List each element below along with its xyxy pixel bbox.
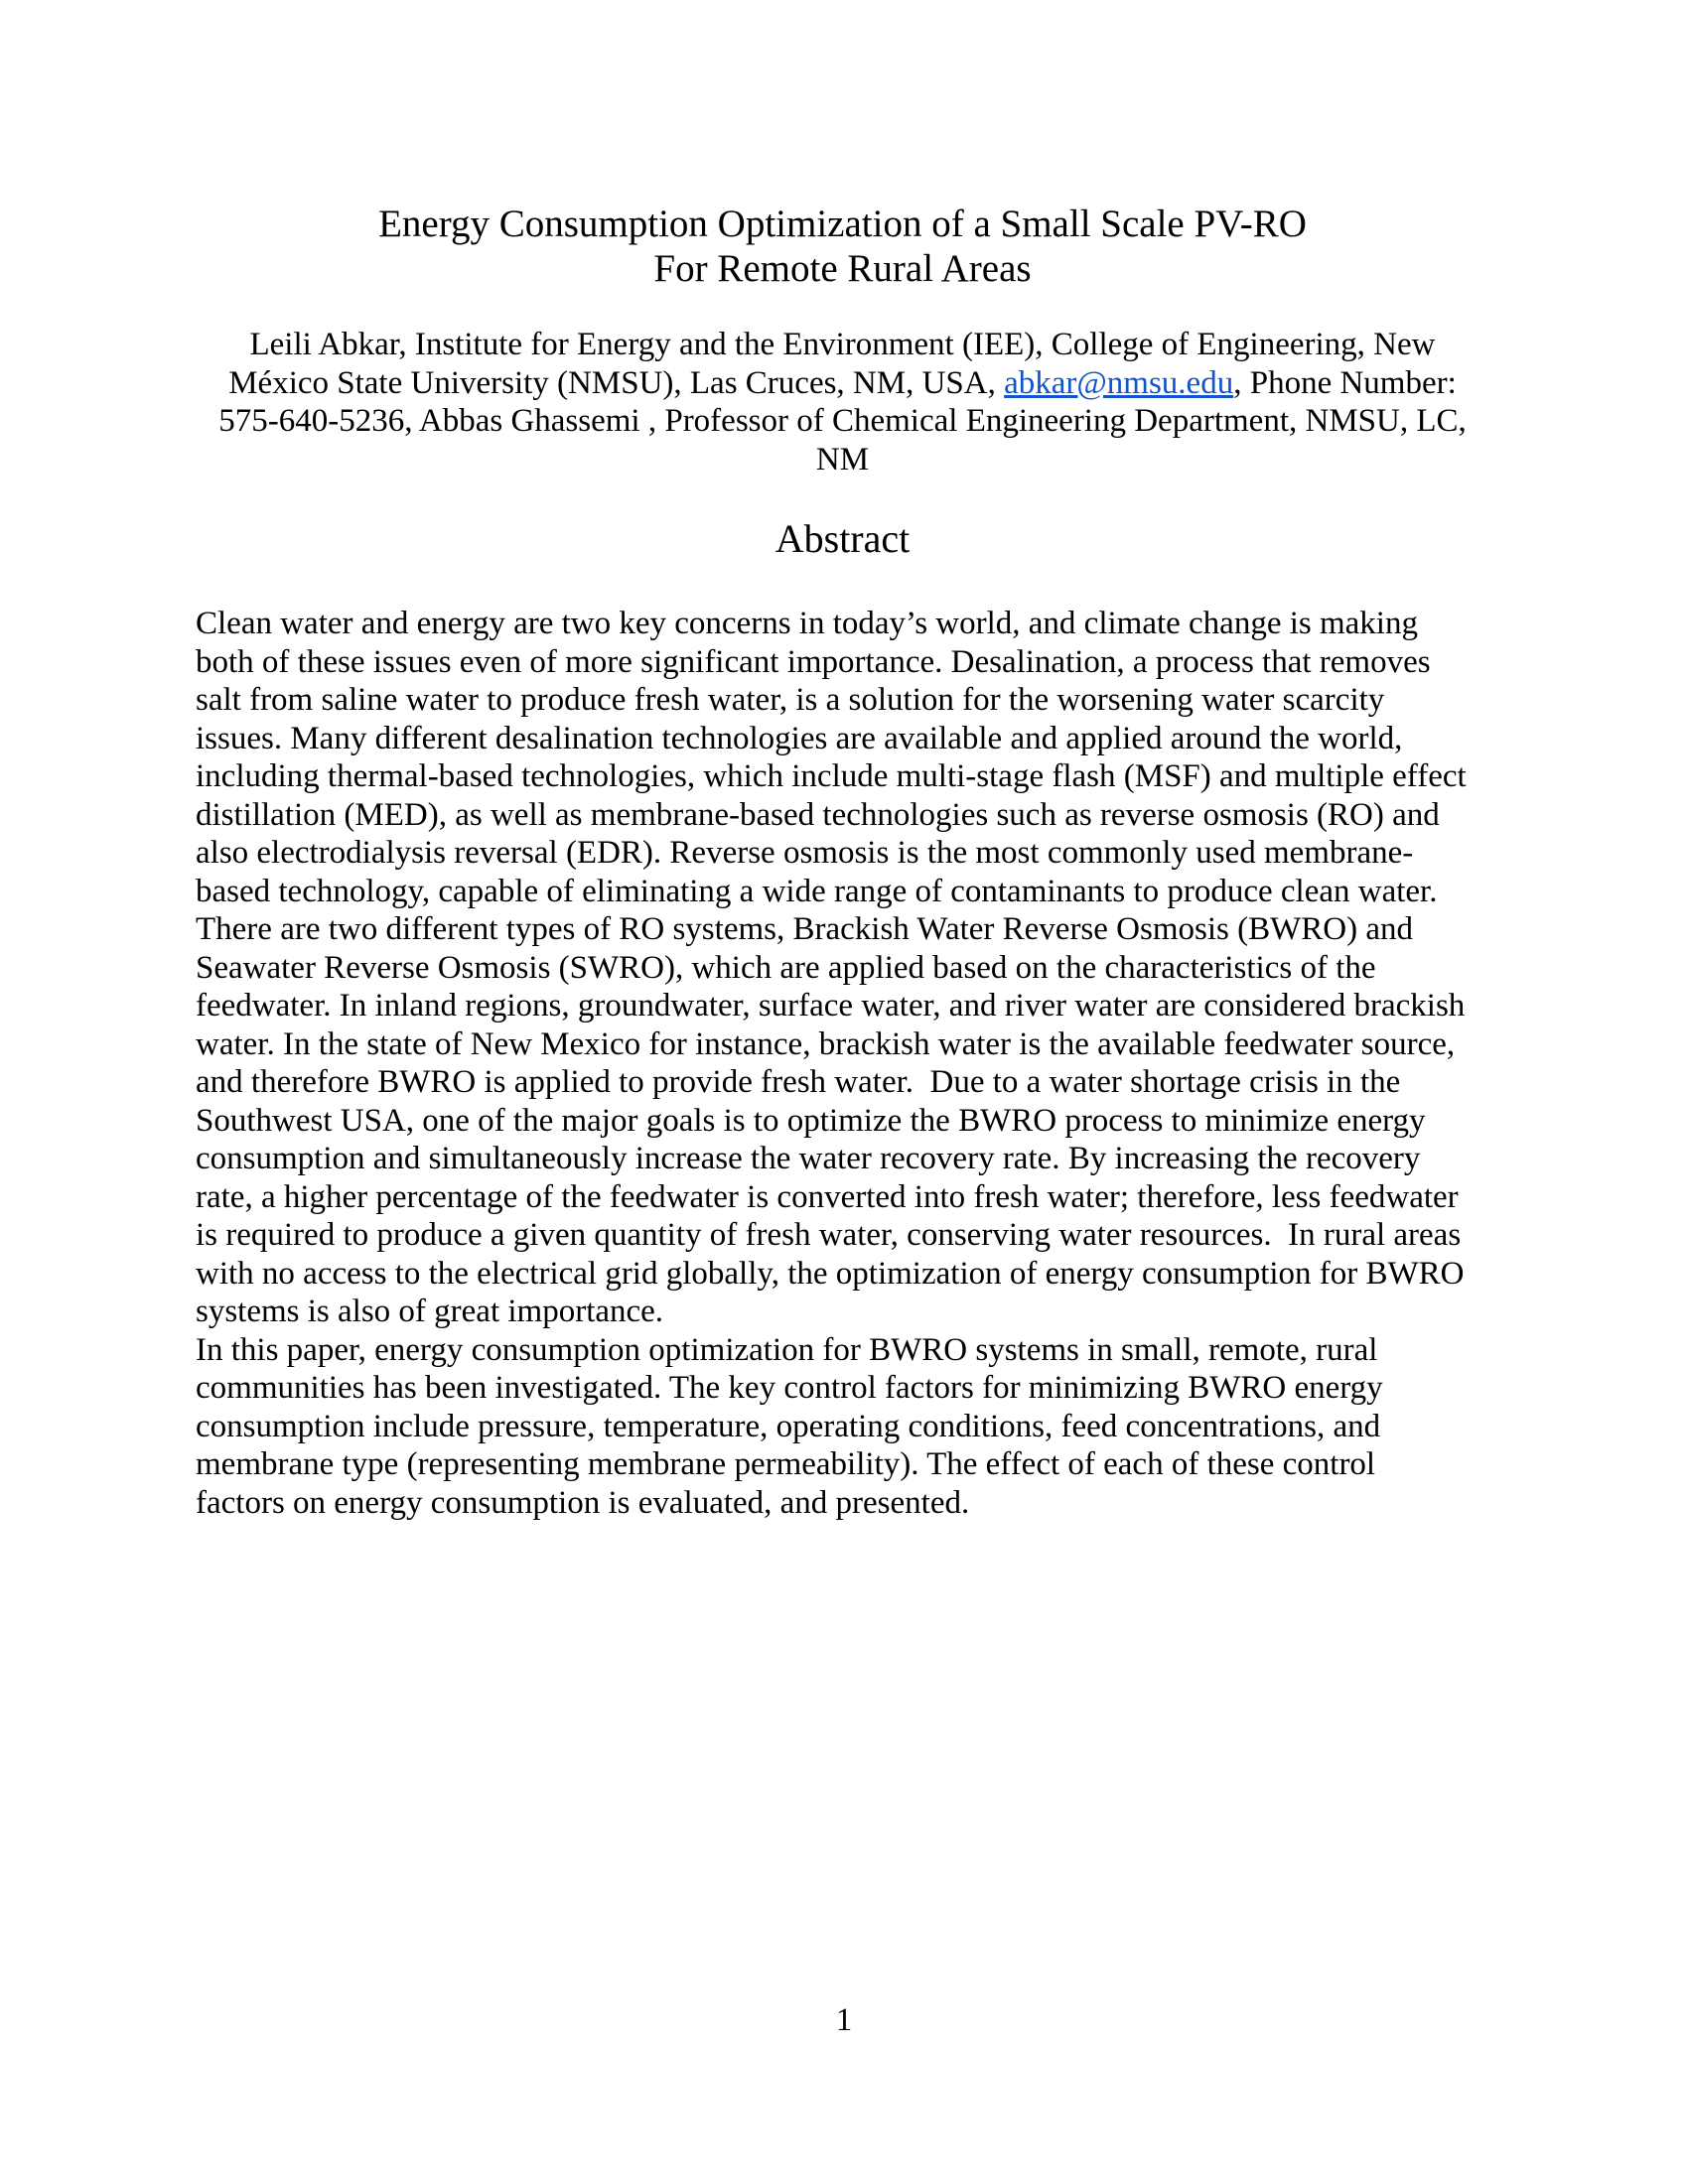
abstract-line: both of these issues even of more significant importance. Desalination, a process that removes [196,643,1431,680]
page-number: 1 [835,2002,853,2038]
abstract-heading: Abstract [774,516,911,561]
abstract-line: issues. Many different desalination technologies are available and applied around the world, [196,720,1403,756]
abstract-line: There are two different types of RO systems, Brackish Water Reverse Osmosis (BWRO) and [196,911,1413,947]
abstract-line: with no access to the electrical grid globally, the optimization of energy consumption for BWRO [196,1255,1465,1292]
abstract-line: consumption and simultaneously increase the water recovery rate. By increasing the recovery [196,1141,1421,1176]
paper-title-line-2: For Remote Rural Areas [653,247,1032,290]
abstract-line: rate, a higher percentage of the feedwater is converted into fresh water; therefore, less feedwater [196,1178,1459,1215]
abstract-line: factors on energy consumption is evaluated, and presented. [196,1484,970,1521]
abstract-line: feedwater. In inland regions, groundwater, surface water, and river water are considered brackish [196,988,1466,1024]
paper-title [196,202,1489,291]
abstract-line: Southwest USA, one of the major goals is to optimize the BWRO process to minimize energy [196,1102,1426,1139]
abstract-line: Seawater Reverse Osmosis (SWRO), which are applied based on the characteristics of the [196,949,1376,986]
abstract-line: Clean water and energy are two key concerns in today’s world, and climate change is making [196,606,1418,641]
abstract-line: also electrodialysis reversal (EDR). Reverse osmosis is the most commonly used membrane- [196,835,1414,871]
email-link[interactable]: abkar@nmsu.edu [1004,364,1234,401]
abstract-line: distillation (MED), as well as membrane-based technologies such as reverse osmosis (RO) and [196,796,1440,833]
abstract-line: is required to produce a given quantity of fresh water, conserving water resources. In rural areas [196,1217,1462,1253]
abstract-line: systems is also of great importance. [196,1294,664,1329]
abstract-line: consumption include pressure, temperature, operating conditions, feed concentrations, and [196,1408,1381,1444]
abstract-line: membrane type (representing membrane permeability). The effect of each of these control [196,1446,1376,1482]
author-line-2 [196,364,1489,403]
author-line-1: Leili Abkar, Institute for Energy and the Environment (IEE), College of Engineering, New [249,327,1436,362]
author-line-2-after: , Phone Number: [1233,364,1457,401]
paper-title-line-1: Energy Consumption Optimization of a Small Scale PV-RO [378,203,1307,245]
abstract-line: In this paper, energy consumption optimization for BWRO systems in small, remote, rural [196,1331,1378,1368]
author-block [196,326,1489,478]
author-line-2-before: México State University (NMSU), Las Cruces, NM, USA, [228,364,1005,401]
abstract-line: salt from saline water to produce fresh water, is a solution for the worsening water scarcity [196,682,1385,718]
author-line-4: NM [815,441,870,478]
abstract-line: water. In the state of New Mexico for instance, brackish water is the available feedwater source, [196,1025,1456,1062]
abstract-line: including thermal-based technologies, which include multi-stage flash (MSF) and multiple effect [196,758,1467,794]
author-line-3: 575-640-5236, Abbas Ghassemi , Professor of Chemical Engineering Department, NMSU, LC, [218,403,1467,439]
abstract-line: based technology, capable of eliminating a wide range of contaminants to produce clean water. [196,873,1438,909]
abstract-line: communities has been investigated. The key control factors for minimizing BWRO energy [196,1370,1383,1406]
abstract-line: and therefore BWRO is applied to provide fresh water. Due to a water shortage crisis in the [196,1064,1401,1100]
abstract-body [196,605,1489,1522]
